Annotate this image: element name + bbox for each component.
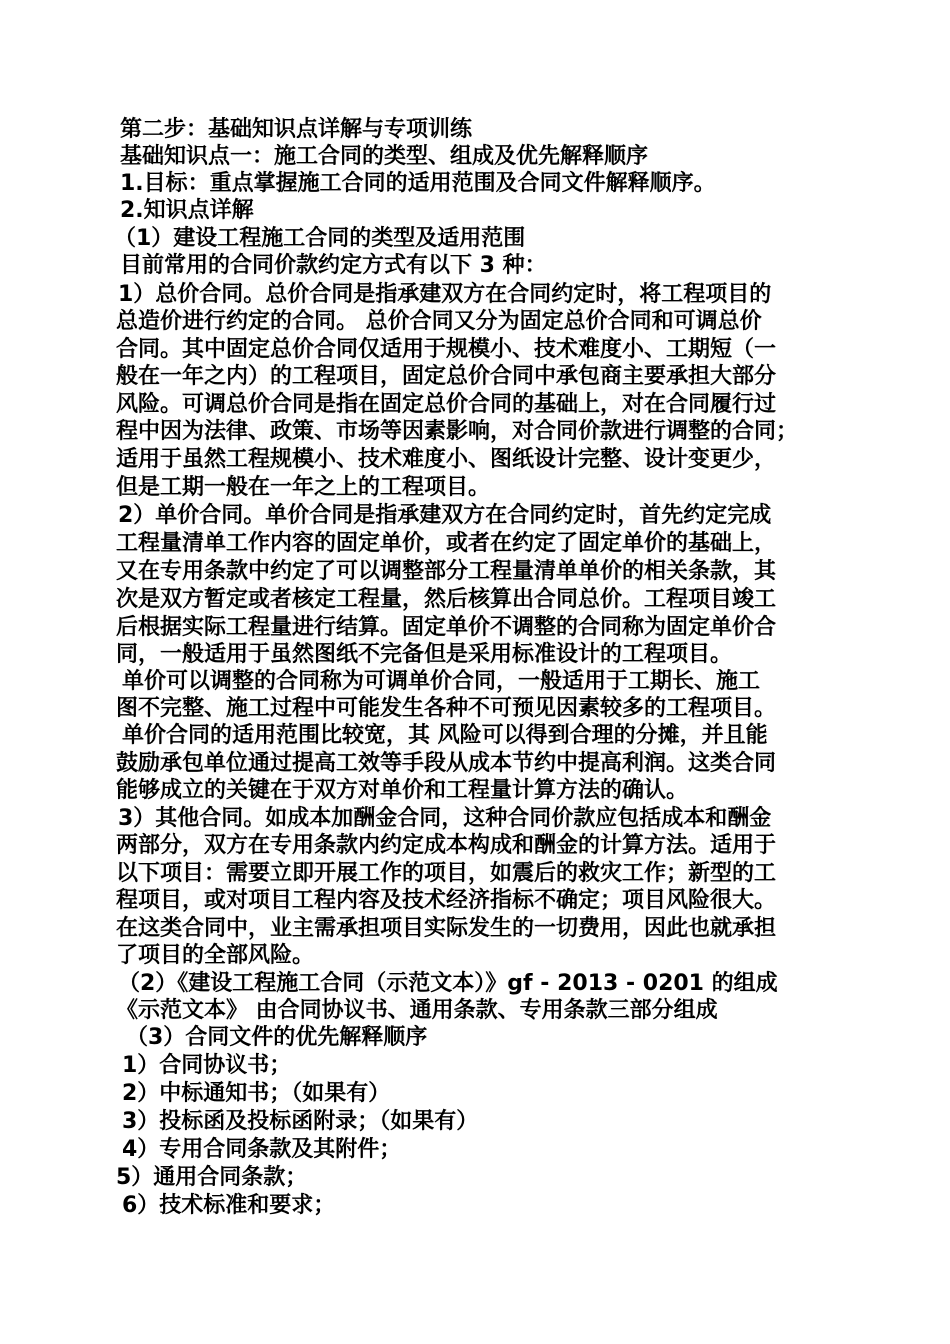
paragraph-line: 单价可以调整的合同称为可调单价合同，一般适用于工期长、施工 xyxy=(122,669,761,694)
paragraph-line: 图不完整、施工过程中可能发生各种不可预见因素较多的工程项目。 xyxy=(116,696,777,721)
paragraph-line: 次是双方暂定或者核定工程量，然后核算出合同总价。工程项目竣工 xyxy=(116,587,777,612)
paragraph-line: 般在一年之内）的工程项目，固定总价合同中承包商主要承担大部分 xyxy=(116,364,777,389)
subsection-heading-1: （1）建设工程施工合同的类型及适用范围 xyxy=(114,226,526,251)
paragraph-line: 同，一般适用于虽然图纸不完备但是采用标准设计的工程项目。 xyxy=(116,642,733,667)
list-item: 2）中标通知书；（如果有） xyxy=(122,1081,391,1106)
list-item: 6）技术标准和要求； xyxy=(122,1193,336,1218)
paragraph-line: 2）单价合同。单价合同是指承建双方在合同约定时，首先约定完成 xyxy=(118,503,772,528)
paragraph-line: 1）总价合同。总价合同是指承建双方在合同约定时，将工程项目的 xyxy=(118,282,772,307)
paragraph-line: 合同。其中固定总价合同仅适用于规模小、技术难度小、工期短（一 xyxy=(116,337,777,362)
list-item: 3）投标函及投标函附录；（如果有） xyxy=(122,1109,479,1134)
list-item: 4）专用合同条款及其附件； xyxy=(122,1137,402,1162)
paragraph-line: 目前常用的合同价款约定方式有以下 3 种： xyxy=(120,253,547,278)
paragraph-line: 单价合同的适用范围比较宽，其 风险可以得到合理的分摊，并且能 xyxy=(122,723,768,748)
subsection-heading-2: （2）《建设工程施工合同（示范文本）》gf - 2013 - 0201 的组成 xyxy=(118,971,778,996)
paragraph-line: 3）其他合同。如成本加酬金合同，这种合同价款应包括成本和酬金 xyxy=(118,806,772,831)
paragraph-line: 程项目，或对项目工程内容及技术经济指标不确定；项目风险很大。 xyxy=(116,888,777,913)
list-item: 1）合同协议书； xyxy=(122,1053,292,1078)
paragraph-line: 两部分，双方在专用条款内约定成本构成和酬金的计算方法。适用于 xyxy=(116,833,777,858)
paragraph-line: 风险。可调总价合同是指在固定总价合同的基础上，对在合同履行过 xyxy=(116,392,777,417)
paragraph-line: 能够成立的关键在于双方对单价和工程量计算方法的确认。 xyxy=(116,778,689,803)
objective-line: 1.目标：重点掌握施工合同的适用范围及合同文件解释顺序。 xyxy=(120,171,716,196)
list-item: 5）通用合同条款； xyxy=(116,1165,308,1190)
step-heading: 第二步：基础知识点详解与专项训练 xyxy=(120,117,473,142)
paragraph-line: 但是工期一般在一年之上的工程项目。 xyxy=(116,475,491,500)
paragraph-line: 总造价进行约定的合同。 总价合同又分为固定总价合同和可调总价 xyxy=(116,309,762,334)
section-heading: 2.知识点详解 xyxy=(120,198,254,223)
paragraph-line: 了项目的全部风险。 xyxy=(116,943,315,968)
paragraph-line: 在这类合同中，业主需承担项目实际发生的一切费用，因此也就承担 xyxy=(116,916,777,941)
paragraph-line: 程中因为法律、政策、市场等因素影响，对合同价款进行调整的合同； xyxy=(116,419,799,444)
paragraph-line: 鼓励承包单位通过提高工效等手段从成本节约中提高利润。这类合同 xyxy=(116,751,777,776)
paragraph-line: 适用于虽然工程规模小、技术难度小、图纸设计完整、设计变更少， xyxy=(116,447,777,472)
paragraph-line: 《示范文本》 由合同协议书、通用条款、专用条款三部分组成 xyxy=(116,998,718,1023)
paragraph-line: 以下项目：需要立即开展工作的项目，如震后的救灾工作；新型的工 xyxy=(116,861,777,886)
subsection-heading-3: （3）合同文件的优先解释顺序 xyxy=(126,1025,428,1050)
paragraph-line: 后根据实际工程量进行结算。固定单价不调整的合同称为固定单价合 xyxy=(116,615,777,640)
knowledge-point-heading: 基础知识点一：施工合同的类型、组成及优先解释顺序 xyxy=(120,144,649,169)
paragraph-line: 工程量清单工作内容的固定单价，或者在约定了固定单价的基础上， xyxy=(116,531,777,556)
paragraph-line: 又在专用条款中约定了可以调整部分工程量清单单价的相关条款，其 xyxy=(116,559,777,584)
